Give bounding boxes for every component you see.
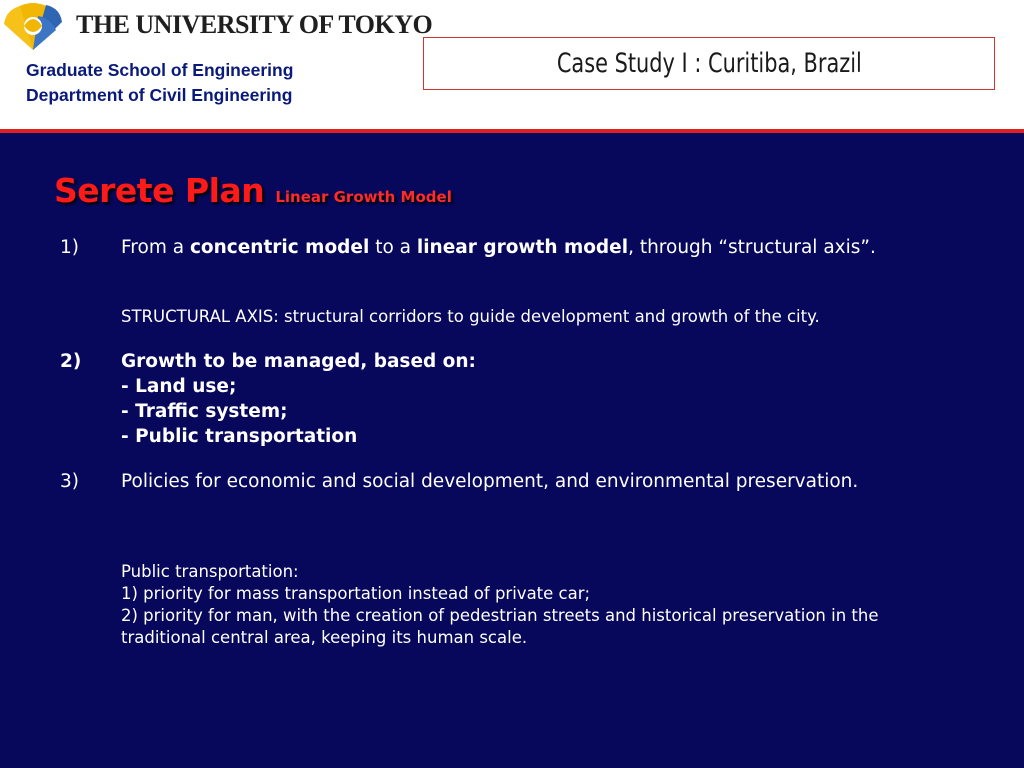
university-logo [0,0,433,52]
list-number: 2) [60,351,82,372]
slide-body [0,133,1024,768]
university-name: THE UNIVERSITY OF TOKYO [76,10,433,39]
public-transport-point-2: 2) priority for man, with the creation of pedestrian streets and historical preservation in the traditional central area, keeping its human scale. [121,606,879,647]
slide-header [0,0,1024,130]
emphasis-text: concentric model [189,237,370,258]
text-span: , through “structural axis”. [628,237,876,258]
list-line: - Traffic system; [121,401,288,422]
public-transport-title: Public transportation: [121,562,299,581]
list-number: 1) [60,237,79,258]
heading-title: Serete Plan [54,171,265,210]
public-transport-block [121,561,951,649]
public-transport-point-1: 1) priority for mass transportation instead of private car; [121,584,591,603]
section-heading [54,171,452,210]
slide-title: Case Study I : Curitiba, Brazil [556,48,862,79]
list-number: 3) [60,471,79,492]
structural-axis-note: STRUCTURAL AXIS: structural corridors to guide development and growth of the city. [121,307,820,326]
slide-title-box [423,37,995,90]
heading-subtitle: Linear Growth Model [275,188,452,206]
list-line: - Land use; [121,376,237,397]
emphasis-text: linear growth model [416,237,629,258]
dept-line-1: Graduate School of Engineering [26,60,294,80]
list-text: Policies for economic and social development, and environmental preservation. [121,471,859,492]
text-span: to a [369,237,417,258]
list-text [121,349,921,449]
list-line: - Public transportation [121,426,358,447]
department-label [26,58,293,108]
ginkgo-leaf-emblem-icon [0,0,66,52]
text-span: From a [121,237,190,258]
dept-line-2: Department of Civil Engineering [26,85,293,105]
list-text [121,235,921,260]
list-line: Growth to be managed, based on: [121,351,476,372]
